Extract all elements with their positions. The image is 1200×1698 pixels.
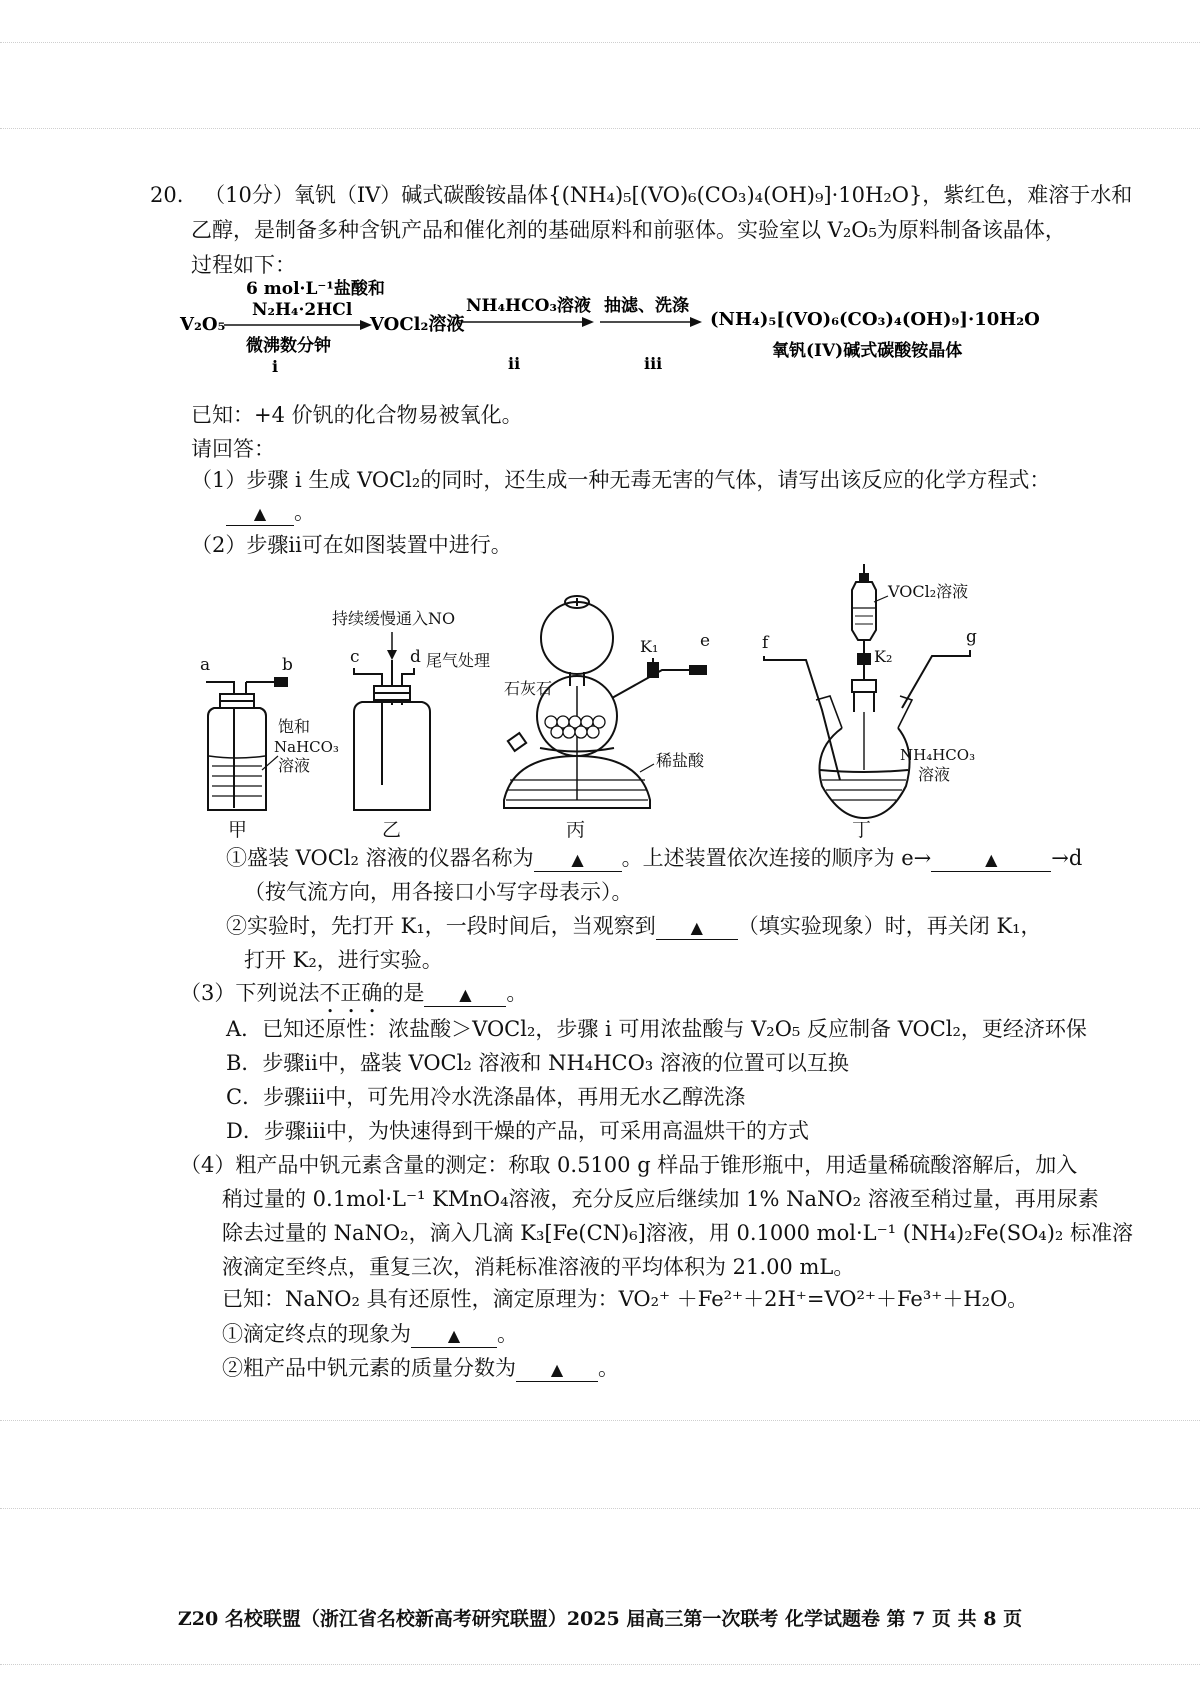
punctuation: 。 xyxy=(497,1322,518,1346)
known-note: 已知：+4 价钒的化合物易被氧化。 xyxy=(191,403,523,427)
punctuation: 。 xyxy=(506,981,528,1005)
apparatus-bing xyxy=(504,596,710,841)
yi-tail-label: 尾气处理 xyxy=(426,651,491,670)
q2-1-text-a: ①盛装 VOCl₂ 溶液的仪器名称为 xyxy=(226,846,534,870)
scheme-step-2: ii xyxy=(508,354,521,373)
question-intro-line-1 xyxy=(150,180,1132,210)
scheme-reagent-2: NH₄HCO₃溶液 xyxy=(466,296,591,316)
jia-solution-3: 溶液 xyxy=(278,756,311,775)
bing-acid-label: 稀盐酸 xyxy=(656,751,705,770)
scheme-reagent-3: 抽滤、洗涤 xyxy=(604,296,689,316)
q3-emphasis: 不正确 xyxy=(319,981,383,1005)
question-points: （10分） xyxy=(204,183,294,207)
q3-text-b: 的是 xyxy=(382,981,425,1005)
port-e-label: e xyxy=(700,631,711,651)
scheme-reagent-top-2: N₂H₄·2HCl xyxy=(252,300,353,320)
option-a[interactable]: A．已知还原性：浓盐酸＞VOCl₂，步骤 i 可用浓盐酸与 V₂O₅ 反应制备 VOCl₂，更经济环保 xyxy=(226,1017,1087,1041)
triangle-icon: ▲ xyxy=(571,850,584,869)
dotted-rule xyxy=(0,1508,1200,1509)
k2-label: K₂ xyxy=(874,647,893,666)
ding-label: 丁 xyxy=(852,819,872,841)
dotted-rule xyxy=(0,128,1200,129)
scheme-step-1: i xyxy=(272,357,279,376)
question-intro-line-3: 过程如下： xyxy=(191,253,296,277)
dotted-rule xyxy=(0,1420,1200,1421)
jia-solution-2: NaHCO₃ xyxy=(274,738,339,756)
apparatus-jia xyxy=(200,655,339,841)
dotted-rule xyxy=(0,1664,1200,1665)
jia-solution-1: 饱和 xyxy=(278,717,311,736)
reaction-scheme xyxy=(0,275,1200,395)
yi-label: 乙 xyxy=(382,819,402,841)
option-b[interactable]: B．步骤ii中，盛装 VOCl₂ 溶液和 NH₄HCO₃ 溶液的位置可以互换 xyxy=(226,1051,849,1075)
apparatus-ding xyxy=(762,564,977,841)
question-4-line-2: 稍过量的 0.1mol·L⁻¹ KMnO₄溶液，充分反应后继续加 1% NaNO₂ 溶液至稍过量，再用尿素 xyxy=(222,1187,1099,1211)
q3-text-a: （3）下列说法 xyxy=(180,981,320,1005)
triangle-icon: ▲ xyxy=(690,918,703,937)
bing-solid-label: 石灰石 xyxy=(504,679,553,698)
triangle-icon: ▲ xyxy=(253,504,267,523)
question-1: （1）步骤 i 生成 VOCl₂的同时，还生成一种无毒无害的气体，请写出该反应的化学方程式： xyxy=(191,468,1051,492)
punctuation: 。 xyxy=(294,500,315,524)
triangle-icon: ▲ xyxy=(459,985,472,1004)
port-g-label: g xyxy=(966,627,977,647)
triangle-icon: ▲ xyxy=(447,1326,461,1345)
jia-label: 甲 xyxy=(228,819,248,841)
port-b-label: b xyxy=(282,655,293,675)
question-4-2 xyxy=(222,1353,619,1383)
scheme-intermediate: VOCl₂溶液 xyxy=(370,314,465,335)
question-4-line-5: 已知：NaNO₂ 具有还原性，滴定原理为：VO₂⁺ ＋Fe²⁺＋2H⁺=VO²⁺＋Fe³⁺＋H₂O。 xyxy=(222,1287,1029,1311)
question-2: （2）步骤ii可在如图装置中进行。 xyxy=(191,533,512,557)
dotted-rule xyxy=(0,42,1200,43)
scheme-product: (NH₄)₅[(VO)₆(CO₃)₄(OH)₉]·10H₂O xyxy=(710,309,1040,330)
question-2-1 xyxy=(226,843,1082,873)
apparatus-yi xyxy=(332,609,490,841)
question-3 xyxy=(180,978,527,1018)
punctuation: 。 xyxy=(598,1356,619,1380)
option-d[interactable]: D．步骤iii中，为快速得到干燥的产品，可采用高温烘干的方式 xyxy=(226,1119,809,1143)
question-4-line-4: 液滴定至终点，重复三次，消耗标准溶液的平均体积为 21.00 mL。 xyxy=(222,1255,855,1279)
question-4-1 xyxy=(222,1319,518,1349)
answer-blank[interactable] xyxy=(656,915,738,940)
question-4-line-1: （4）粗产品中钒元素含量的测定：称取 0.5100 g 样品于锥形瓶中，用适量稀硫酸溶解后，加入 xyxy=(180,1153,1078,1177)
port-d-label: d xyxy=(410,647,421,667)
q2-1-text-c: →d xyxy=(1051,846,1083,870)
yi-gas-label: 持续缓慢通入NO xyxy=(332,609,456,628)
page-footer: Z20 名校联盟（浙江省名校新高考研究联盟）2025 届高三第一次联考 化学试题卷 第 7 页 共 8 页 xyxy=(177,1608,1023,1630)
bing-label: 丙 xyxy=(566,819,586,841)
question-2-2-cont: 打开 K₂，进行实验。 xyxy=(244,948,443,972)
intro-text-1: 氧钒（IV）碱式碳酸铵晶体{(NH₄)₅[(VO)₆(CO₃)₄(OH)₉]·10H₂O}，紫红色，难溶于水和 xyxy=(293,183,1133,207)
scheme-step-3: iii xyxy=(644,354,663,373)
answer-blank[interactable] xyxy=(534,847,622,872)
ding-solution-2: 溶液 xyxy=(918,765,951,784)
answer-prompt: 请回答： xyxy=(191,437,275,461)
q2-2-text-a: ②实验时，先打开 K₁，一段时间后，当观察到 xyxy=(226,914,656,938)
q4-1-text: ①滴定终点的现象为 xyxy=(222,1322,411,1346)
option-c[interactable]: C．步骤iii中，可先用冷水洗涤晶体，再用无水乙醇洗涤 xyxy=(226,1085,746,1109)
q2-1-text-b: 。上述装置依次连接的顺序为 e→ xyxy=(621,846,932,870)
scheme-product-name: 氧钒(IV)碱式碳酸铵晶体 xyxy=(772,341,963,361)
port-a-label: a xyxy=(200,655,211,675)
port-c-label: c xyxy=(350,647,360,667)
answer-blank[interactable] xyxy=(226,501,294,526)
question-1-answer xyxy=(226,497,315,527)
answer-blank[interactable] xyxy=(931,847,1051,872)
ding-funnel-label: VOCl₂溶液 xyxy=(888,582,969,601)
scheme-reagent-bottom: 微沸数分钟 xyxy=(246,336,331,356)
k1-label: K₁ xyxy=(640,637,659,656)
answer-blank[interactable] xyxy=(516,1357,598,1382)
q2-2-text-b: （填实验现象）时，再关闭 K₁， xyxy=(737,914,1042,938)
triangle-icon: ▲ xyxy=(985,850,998,869)
ding-solution-1: NH₄HCO₃ xyxy=(900,746,976,764)
question-number: 20. xyxy=(150,183,184,207)
question-4-line-3: 除去过量的 NaNO₂，滴入几滴 K₃[Fe(CN)₆]溶液，用 0.1000 mol·L⁻¹ (NH₄)₂Fe(SO₄)₂ 标准溶 xyxy=(222,1221,1134,1245)
q4-2-text: ②粗产品中钒元素的质量分数为 xyxy=(222,1356,516,1380)
apparatus-figure xyxy=(0,560,1200,850)
question-intro-line-2: 乙醇，是制备多种含钒产品和催化剂的基础原料和前驱体。实验室以 V₂O₅为原料制备该晶体， xyxy=(191,218,1066,242)
scheme-reagent-top-1: 6 mol·L⁻¹盐酸和 xyxy=(246,279,385,299)
answer-blank[interactable] xyxy=(424,982,506,1007)
question-2-1-note: （按气流方向，用各接口小写字母表示）。 xyxy=(244,880,633,904)
scheme-start: V₂O₅ xyxy=(180,314,226,335)
question-2-2 xyxy=(226,911,1042,941)
triangle-icon: ▲ xyxy=(550,1360,564,1379)
answer-blank[interactable] xyxy=(411,1323,497,1348)
port-f-label: f xyxy=(762,633,769,653)
